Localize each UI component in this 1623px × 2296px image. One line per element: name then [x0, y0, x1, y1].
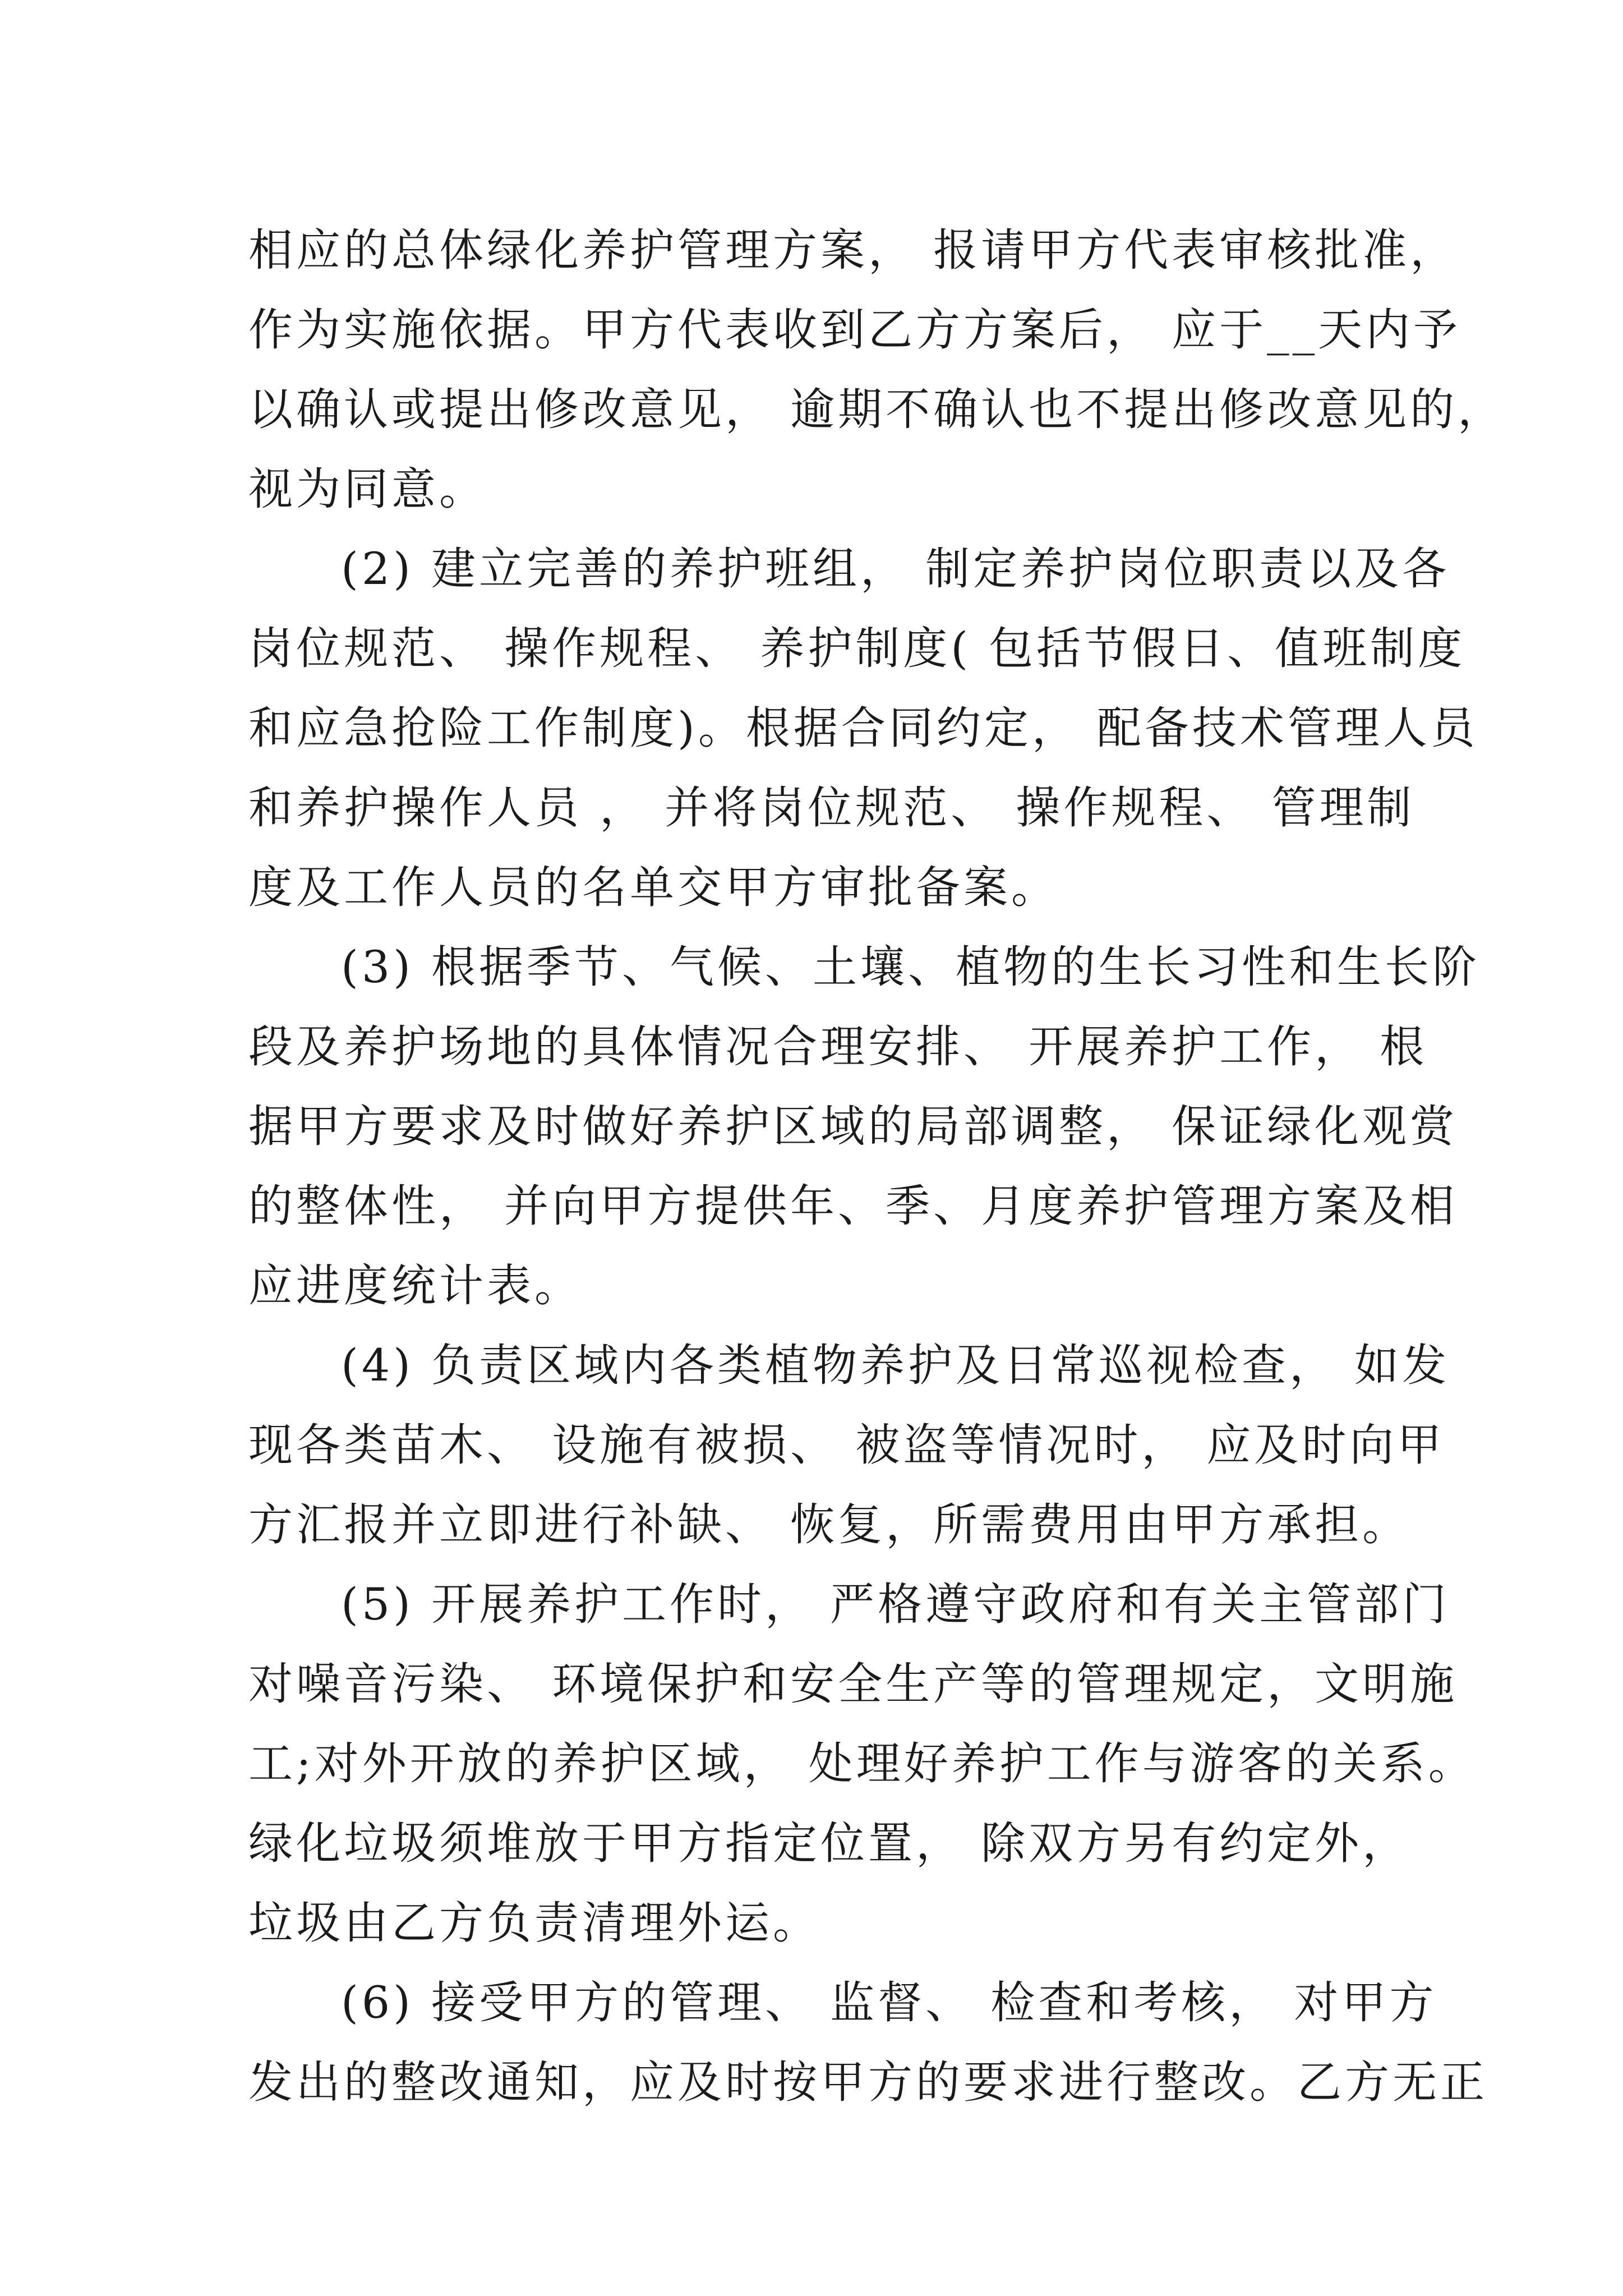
text-line: 据甲方要求及时做好养护区域的局部调整， 保证绿化观赏	[248, 1101, 1458, 1152]
text-line: 绿化垃圾须堆放于甲方指定位置， 除双方另有约定外，	[248, 1818, 1410, 1869]
text-line: 现各类苗木、 设施有被损、 被盗等情况时， 应及时向甲	[248, 1419, 1445, 1471]
text-line: 度及工作人员的名单交甲方审批备案。	[248, 862, 1059, 913]
paragraph-start-line: (2) 建立完善的养护班组， 制定养护岗位职责以及各	[341, 543, 1450, 595]
text-line: 工;对外开放的养护区域， 处理好养护工作与游客的关系。	[248, 1738, 1476, 1789]
text-line: 垃圾由乙方负责清理外运。	[248, 1897, 820, 1949]
text-line: 作为实施依据。甲方代表收到乙方方案后， 应于__天内予	[248, 304, 1461, 356]
paragraph-start-line: (3) 根据季节、气候、土壤、植物的生长习性和生长阶	[341, 941, 1481, 993]
text-line: 和养护操作人员 ， 并将岗位规范、 操作规程、 管理制	[248, 782, 1415, 834]
text-line: 相应的总体绿化养护管理方案， 报请甲方代表审核批准，	[248, 224, 1458, 276]
text-line: 视为同意。	[248, 463, 487, 515]
paragraph-start-line: (4) 负责区域内各类植物养护及日常巡视检查， 如发	[341, 1340, 1450, 1391]
text-line: 应进度统计表。	[248, 1260, 582, 1312]
text-line: 的整体性， 并向甲方提供年、季、月度养护管理方案及相	[248, 1180, 1458, 1232]
paragraph-start-line: (6) 接受甲方的管理、 监督、 检查和考核， 对甲方	[341, 1977, 1437, 2028]
text-line: 方汇报并立即进行补缺、 恢复，所需费用由甲方承担。	[248, 1499, 1410, 1550]
text-line: 和应急抢险工作制度)。根据合同约定， 配备技术管理人员	[248, 702, 1478, 754]
text-line: 岗位规范、 操作规程、 养护制度( 包括节假日、值班制度	[248, 623, 1466, 674]
text-line: 以确认或提出修改意见， 逾期不确认也不提出修改意见的，	[248, 384, 1506, 435]
text-line: 发出的整改通知，应及时按甲方的要求进行整改。乙方无正	[248, 2056, 1488, 2108]
document-body	[248, 210, 1506, 2122]
text-line: 对噪音污染、 环境保护和安全生产等的管理规定，文明施	[248, 1658, 1458, 1710]
text-line: 段及养护场地的具体情况合理安排、 开展养护工作， 根	[248, 1021, 1428, 1073]
paragraph-start-line: (5) 开展养护工作时， 严格遵守政府和有关主管部门	[341, 1579, 1450, 1630]
